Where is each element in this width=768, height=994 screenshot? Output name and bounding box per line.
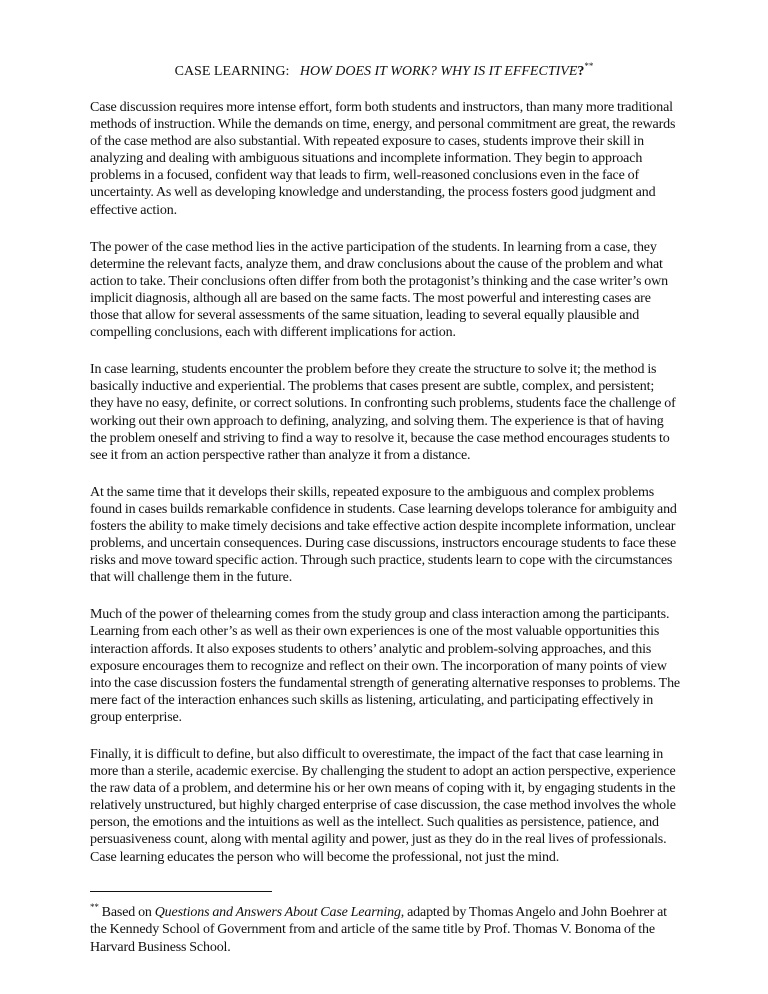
footnote [90,904,680,956]
paragraph-3: In case learning, students encounter the problem before they create the structure to solve it; the method is basically inductive and experiential. The problems that cases present are subtle, complex, and persistent; they have no easy, definite, or correct solutions. In confronting such problems, students face the challenge of working out their own approach to defining, analyzing, and solving them. The experience is that of having the problem oneself and striving to find a way to resolve it, because the case method encourages students to see it from an action perspective rather than analyze it from a distance. [90,362,676,463]
paragraph-4: At the same time that it develops their skills, repeated exposure to the ambiguous and complex problems found in cases builds remarkable confidence in students. Case learning develops tolerance for ambiguity and fosters the ability to make timely decisions and take effective action despite incomplete information, unclear problems, and uncertain consequences. During case discussions, instructors encourage students to face these risks and move toward specific action. Through such practice, students learn to cope with the circumstances that will challenge them in the future. [90,484,677,586]
page-title [90,63,678,81]
document-body [90,99,680,886]
title-suffix: ? [577,64,585,79]
footnote-source-title: Questions and Answers About Case Learning [154,905,401,920]
paragraph-6: Finally, it is difficult to define, but also difficult to overestimate, the impact of the fact that case learning in more than a sterile, academic exercise. By challenging the student to adopt an action perspective, experience the raw data of a problem, and determine his or her own means of coping with it, by engaging students in the relatively unstructured, but highly charged enterprise of case discussion, the case method involves the whole person, the emotions and the intuitions as well as the intellect. Such qualities as persistence, patience, and persuasiveness count, along with mental agility and power, just as they do in the real lives of professionals. Case learning educates the person who will become the professional, not just the mind. [90,747,676,865]
footnote-pre: Based on [98,905,155,920]
paragraph-2: The power of the case method lies in the active participation of the students. In learning from a case, they determine the relevant facts, analyze them, and draw conclusions about the cause of the problem and what action to take. Their conclusions often differ from both the protagonist’s thinking and the case writer’s own implicit diagnosis, although all are based on the same facts. The most powerful and interesting cases are those that allow for several assessments of the same situation, leading to several equally plausible and compelling conclusions, each with different implications for action. [90,239,668,341]
paragraph-5: Much of the power of thelearning comes from the study group and class interaction among the participants. Learning from each other’s as well as their own experiences is one of the most valuable opportunities this interaction affords. It also exposes students to others’ analytic and problem-solving approaches, and this exposure encourages them to recognize and reflect on their own. The incorporation of many points of view into the case discussion fosters the fundamental strength of generating alternative responses to problems. The mere fact of the interaction enhances such skills as listening, articulating, and participating effectively in group enterprise. [90,607,680,725]
footnote-post: , adapted by Thomas Angelo and John Boehrer at the Kennedy School of Government from and article of the same title by Prof. Thomas V. Bonoma of the Harvard Business School. [90,905,667,955]
title-footnote-mark: ** [584,61,594,71]
footnote-mark: ** [90,902,99,912]
title-prefix: CASE LEARNING: [174,64,290,79]
paragraph-1: Case discussion requires more intense effort, form both students and instructors, than many more traditional methods of instruction. While the demands on time, energy, and personal commitment are great, the rewards of the case method are also substantial. With repeated exposure to cases, students improve their skill in analyzing and dealing with ambiguous situations and incomplete information. They begin to approach problems in a focused, confident way that leads to firm, well-reasoned conclusions even in the face of uncertainty. As well as developing knowledge and understanding, the process fosters good judgment and effective action. [90,100,676,218]
title-italic: HOW DOES IT WORK? WHY IS IT EFFECTIVE [299,64,578,79]
footnote-divider [90,891,272,892]
